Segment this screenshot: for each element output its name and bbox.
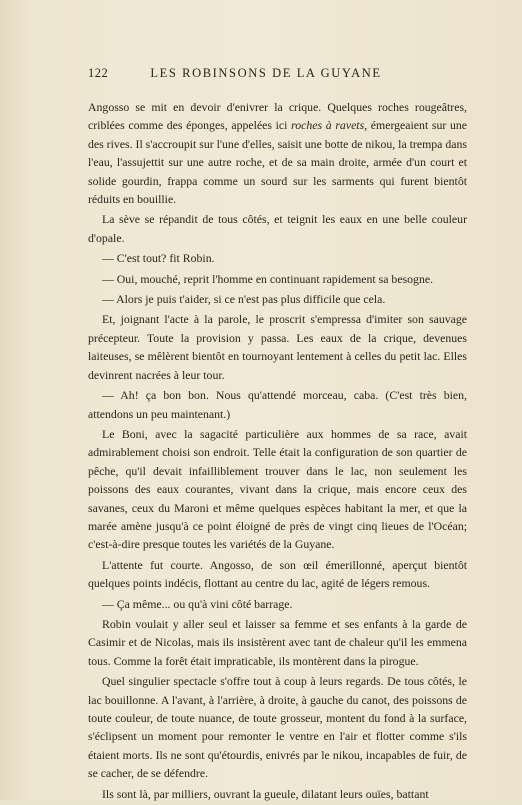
paragraph: Et, joignant l'acte à la parole, le proscrit s'empressa d'imiter son sauvage précepteur. Toute la provision y passa. Les eaux de la crique, devenues laiteuses, se mêlèrent bientôt en tournoyant lentement à celles du petit lac. Elles devinrent nacrées à leur tour. [88, 312, 467, 382]
paragraph: L'attente fut courte. Angosso, de son œil émerillonné, aperçut bientôt quelques points indécis, flottant au centre du lac, agité de légers remous. [88, 557, 467, 591]
text-run: Angosso se mit en devoir d'enivrer la crique. Quelques roches rougeâtres, criblées comme des éponges, appelées ici [88, 100, 467, 133]
paragraph: Quel singulier spectacle s'offre tout à coup à leurs regards. De tous côtés, le lac bouillonne. A l'avant, à l'arrière, à droite, à gauche du canot, des poissons de toute couleur, de toute nuance, de toute grosseur, montent du fond à la surface, s'éclipsent un moment pour remonter le ventre en l'air et flotter comme s'ils étaient morts. Ils ne sont qu'étourdis, enivrés par le nikou, incapables de fuir, de se cacher, de se défendre. [88, 674, 467, 781]
running-title: LES ROBINSONS DE LA GUYANE [150, 66, 382, 80]
page-number: 122 [88, 66, 109, 80]
paragraph: La sève se répandit de tous côtés, et teignit les eaux en une belle couleur d'opale. [88, 212, 467, 245]
paragraph [88, 98, 467, 208]
page-header [88, 66, 444, 82]
dialogue-line: — Oui, mouché, reprit l'homme en continuant rapidement sa besogne. [102, 271, 434, 286]
paragraph: Robin voulait y aller seul et laisser sa femme et ses enfants à la garde de Casimir et de Nicolas, mais ils insistèrent avec tant de chaleur qu'il les emmena tous. Comme la forêt était impraticable, ils montèrent dans la pirogue. [88, 616, 467, 668]
italic-term: roches à ravets [291, 118, 365, 133]
dialogue-line: — Ça même... ou qu'à vini côté barrage. [102, 596, 293, 611]
dialogue-line: — Alors je puis t'aider, si ce n'est pas plus difficile que cela. [102, 292, 386, 307]
dialogue-line: — Ah! ça bon bon. Nous qu'attendé morceau, caba. (C'est très bien, attendons un peu maintenant.) [88, 388, 467, 421]
text-run: , émergeaient sur une des rives. Il s'accroupit sur l'une d'elles, saisit une botte de nikou, la trempa dans l'eau, l'assujettit sur une autre roche, et de sa main droite, armée d'un court et solide gourdin, frappa comme un sourd sur les sarments qui furent bientôt réduits en bouillie. [88, 118, 467, 207]
body-text [88, 98, 467, 805]
paragraph: Le Boni, avec la sagacité particulière aux hommes de sa race, avait admirablement choisi son endroit. Telle était la configuration de son quartier de pêche, qu'il devait infailliblement trouver dans le lac, non seulement les poissons des eaux courantes, vivant dans la crique, mais encore ceux des savanes, ceux du Maroni et même quelques espèces habitant la mer, et que la marée amène jusqu'à ce point éloigné de près de vingt cinq lieues de l'Océan; c'est-à-dire presque toutes les variétés de la Guyane. [88, 426, 467, 552]
paragraph: Ils sont là, par milliers, ouvrant la gueule, dilatant leurs ouïes, battant [102, 786, 429, 801]
dialogue-line: — C'est tout? fit Robin. [102, 251, 215, 266]
